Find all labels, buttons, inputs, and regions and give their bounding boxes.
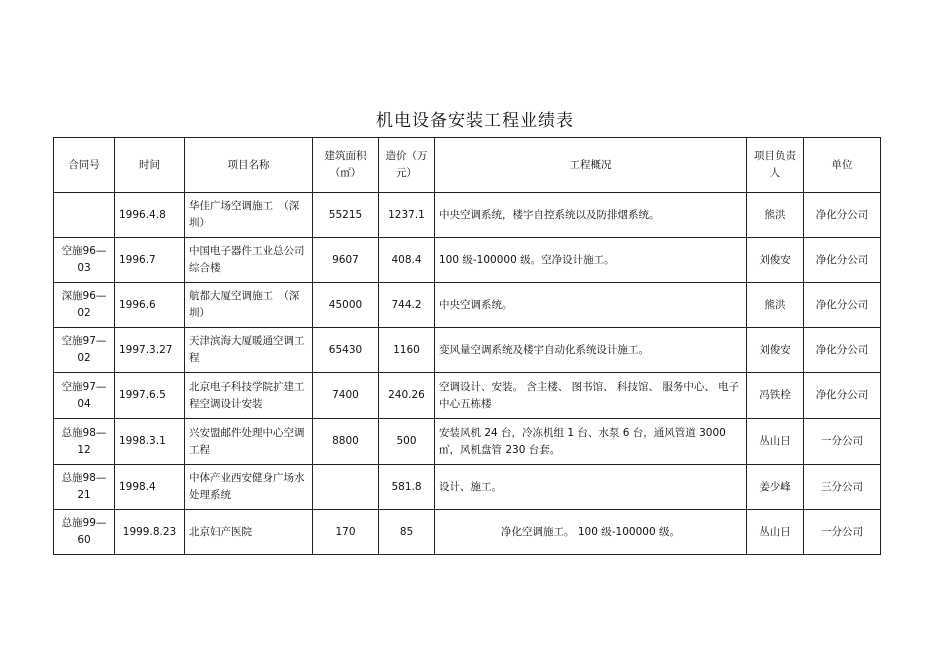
table-row — [54, 510, 881, 555]
cell-cost: 500 — [379, 419, 435, 465]
cell-contract: 总施98— 21 — [54, 465, 115, 510]
cell-manager: 熊洪 — [747, 283, 804, 328]
table-row — [54, 193, 881, 238]
cell-contract: 空施97— 04 — [54, 373, 115, 419]
table-row — [54, 238, 881, 283]
table-row — [54, 283, 881, 328]
cell-overview: 中央空调系统。 — [435, 283, 747, 328]
header-time: 时间 — [115, 138, 185, 193]
header-cost: 造价（万元） — [379, 138, 435, 193]
cell-cost: 85 — [379, 510, 435, 555]
cell-time: 1997.3.27 — [115, 328, 185, 373]
cell-cost: 581.8 — [379, 465, 435, 510]
table-header-row — [54, 138, 881, 193]
table-row — [54, 373, 881, 419]
cell-area: 55215 — [313, 193, 379, 238]
header-area: 建筑面积（㎡） — [313, 138, 379, 193]
cell-time: 1997.6.5 — [115, 373, 185, 419]
cell-overview: 设计、施工。 — [435, 465, 747, 510]
cell-overview: 变风量空调系统及楼宇自动化系统设计施工。 — [435, 328, 747, 373]
cell-time: 1999.8.23 — [115, 510, 185, 555]
cell-overview: 安装风机 24 台，冷冻机组 1 台、水泵 6 台，通风管道 3000 ㎡，风机盘管 230 台套。 — [435, 419, 747, 465]
cell-time: 1996.6 — [115, 283, 185, 328]
cell-overview: 中央空调系统，楼宇自控系统以及防排烟系统。 — [435, 193, 747, 238]
cell-overview: 净化空调施工。 100 级-100000 级。 — [435, 510, 747, 555]
cell-manager: 刘俊安 — [747, 238, 804, 283]
cell-project: 北京电子科技学院扩建工程空调设计安装 — [185, 373, 313, 419]
cell-unit: 净化分公司 — [804, 238, 881, 283]
header-project: 项目名称 — [185, 138, 313, 193]
cell-unit: 一分公司 — [804, 510, 881, 555]
cell-time: 1996.4.8 — [115, 193, 185, 238]
cell-time: 1998.3.1 — [115, 419, 185, 465]
cell-contract: 空施97— 02 — [54, 328, 115, 373]
cell-cost: 408.4 — [379, 238, 435, 283]
cell-unit: 净化分公司 — [804, 193, 881, 238]
cell-manager: 姜少峰 — [747, 465, 804, 510]
cell-project: 华佳广场空调施工 （深圳） — [185, 193, 313, 238]
cell-manager: 刘俊安 — [747, 328, 804, 373]
table-row — [54, 465, 881, 510]
cell-cost: 1160 — [379, 328, 435, 373]
cell-manager: 丛山日 — [747, 510, 804, 555]
table-row — [54, 419, 881, 465]
cell-manager: 丛山日 — [747, 419, 804, 465]
cell-cost: 744.2 — [379, 283, 435, 328]
cell-contract: 深施96— 02 — [54, 283, 115, 328]
cell-area — [313, 465, 379, 510]
cell-area: 7400 — [313, 373, 379, 419]
cell-overview: 空调设计、安装。 含主楼、 图书馆、 科技馆、 服务中心、 电子中心五栋楼 — [435, 373, 747, 419]
cell-cost: 1237.1 — [379, 193, 435, 238]
cell-contract — [54, 193, 115, 238]
cell-unit: 三分公司 — [804, 465, 881, 510]
cell-project: 航都大厦空调施工 （深圳） — [185, 283, 313, 328]
cell-time: 1998.4 — [115, 465, 185, 510]
cell-project: 北京妇产医院 — [185, 510, 313, 555]
cell-area: 45000 — [313, 283, 379, 328]
cell-project: 兴安盟邮件处理中心空调工程 — [185, 419, 313, 465]
header-contract: 合同号 — [54, 138, 115, 193]
cell-unit: 净化分公司 — [804, 328, 881, 373]
cell-manager: 熊洪 — [747, 193, 804, 238]
performance-table — [53, 137, 881, 555]
cell-contract: 总施99— 60 — [54, 510, 115, 555]
cell-contract: 空施96— 03 — [54, 238, 115, 283]
header-manager: 项目负责人 — [747, 138, 804, 193]
header-unit: 单位 — [804, 138, 881, 193]
cell-area: 8800 — [313, 419, 379, 465]
cell-project: 天津滨海大厦暖通空调工程 — [185, 328, 313, 373]
cell-contract: 总施98— 12 — [54, 419, 115, 465]
page-title: 机电设备安装工程业绩表 — [376, 111, 574, 131]
cell-unit: 净化分公司 — [804, 283, 881, 328]
cell-area: 65430 — [313, 328, 379, 373]
cell-overview: 100 级-100000 级。空净设计施工。 — [435, 238, 747, 283]
cell-project: 中体产业西安健身广场水处理系统 — [185, 465, 313, 510]
cell-unit: 一分公司 — [804, 419, 881, 465]
cell-manager: 冯铁栓 — [747, 373, 804, 419]
cell-project: 中国电子器件工业总公司综合楼 — [185, 238, 313, 283]
table-row — [54, 328, 881, 373]
cell-time: 1996.7 — [115, 238, 185, 283]
cell-area: 170 — [313, 510, 379, 555]
cell-cost: 240.26 — [379, 373, 435, 419]
cell-unit: 净化分公司 — [804, 373, 881, 419]
cell-area: 9607 — [313, 238, 379, 283]
header-overview: 工程概况 — [435, 138, 747, 193]
